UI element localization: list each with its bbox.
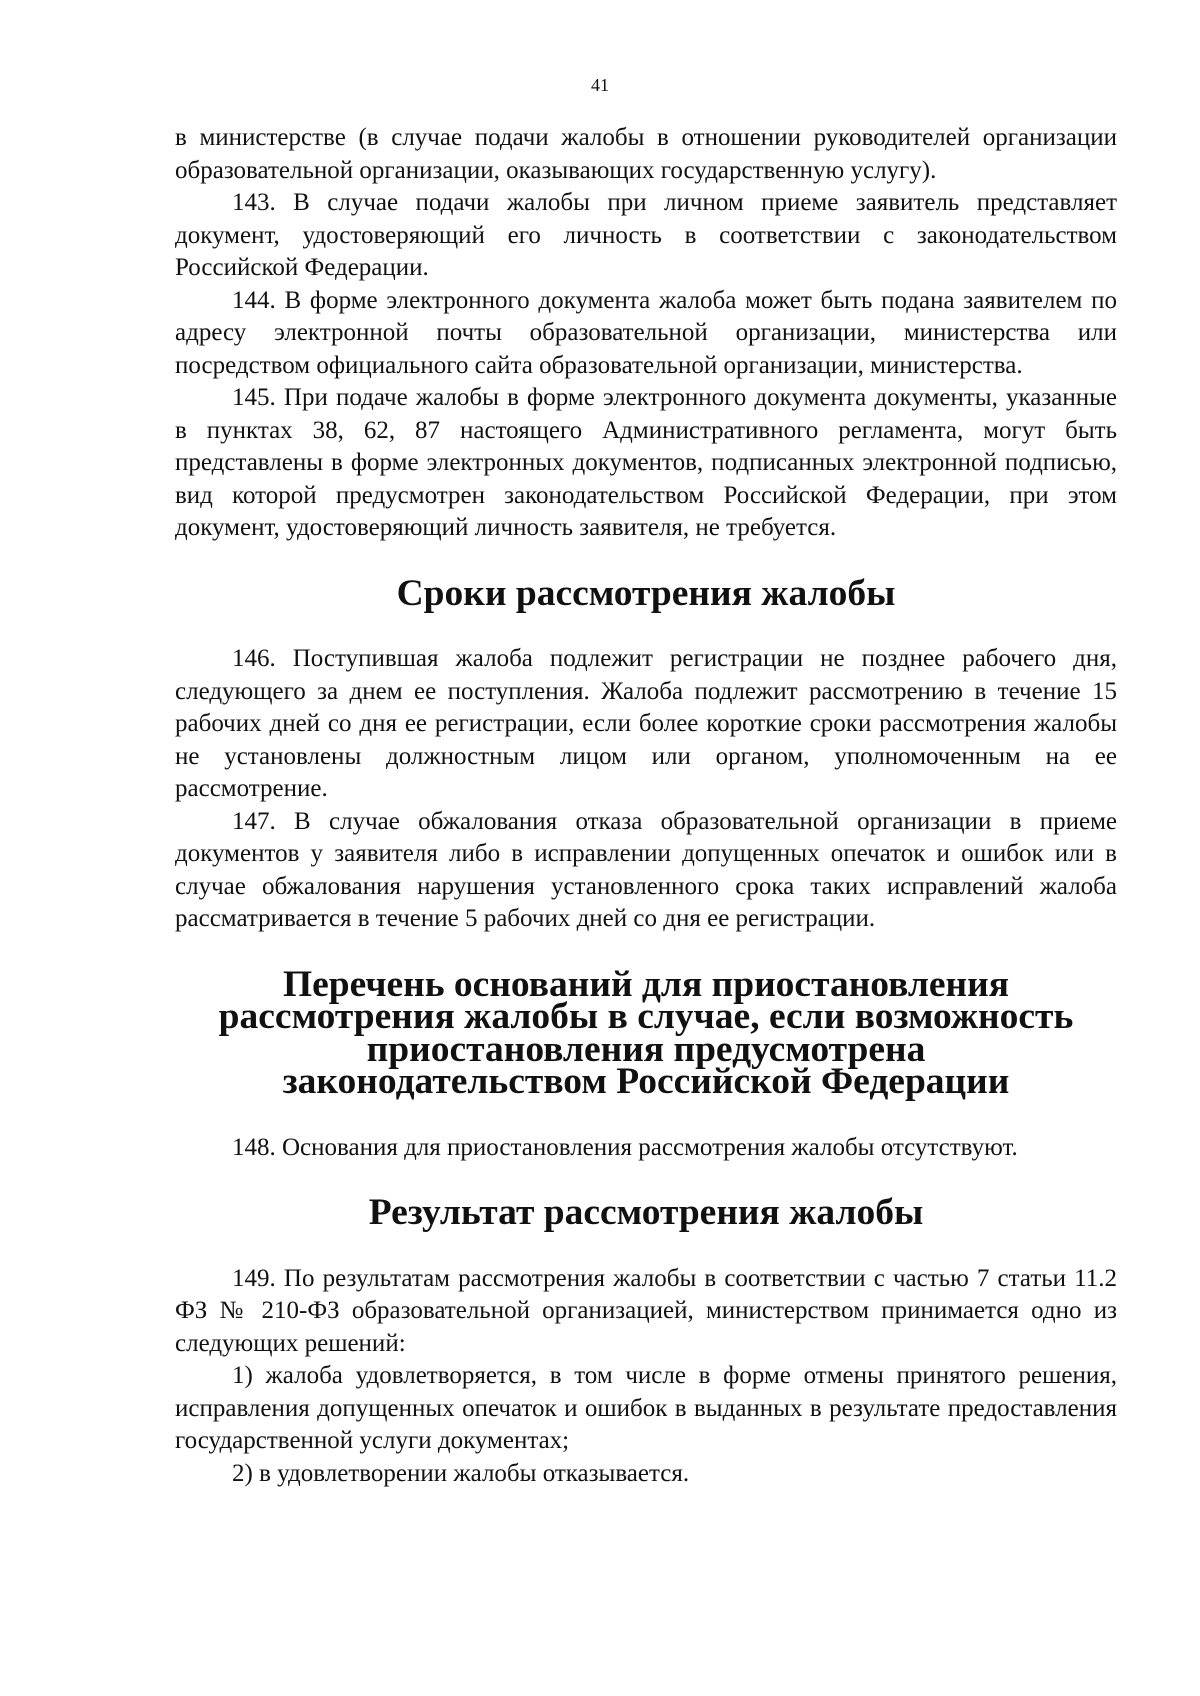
paragraph-144: 144. В форме электронного документа жалоба может быть подана заявителем по адресу электронной почты образовательной организации, министерства или посредством официального сайта образовательной организации, министерства. <box>175 286 1117 379</box>
document-body <box>175 122 1117 1490</box>
paragraph-146: 146. Поступившая жалоба подлежит регистрации не позднее рабочего дня, следующего за днем ее поступления. Жалоба подлежит рассмотрению в течение 15 рабочих дней со дня ее регистрации, если более короткие сроки рассмотрения жалобы не установлены должностным лицом или органом, уполномоченным на ее рассмотрение. <box>175 645 1117 802</box>
paragraph-149: 149. По результатам рассмотрения жалобы в соответствии с частью 7 статьи 11.2 ФЗ № 210-ФЗ образовательной организацией, министерством принимается одно из следующих решений: <box>175 1264 1117 1357</box>
paragraph-continuation: в министерстве (в случае подачи жалобы в отношении руководителей организации образовательной организации, оказывающих государственную услугу). <box>175 124 1117 184</box>
list-item-2: 2) в удовлетворении жалобы отказывается. <box>232 1459 690 1487</box>
section-heading-suspension-grounds: Перечень оснований для приостановления рассмотрения жалобы в случае, если возможность приостановления предусмотрена законодательством Российской Федерации <box>218 963 1074 1102</box>
section-heading-review-terms: Сроки рассмотрения жалобы <box>396 572 896 614</box>
paragraph-143: 143. В случае подачи жалобы при личном приеме заявитель представляет документ, удостоверяющий его личность в соответствии с законодательством Российской Федерации. <box>175 189 1117 281</box>
list-item-1: 1) жалоба удовлетворяется, в том числе в форме отмены принятого решения, исправления допущенных опечаток и ошибок в выданных в результате предоставления государственной услуги документах; <box>175 1362 1117 1454</box>
paragraph-145: 145. При подаче жалобы в форме электронного документа документы, указанные в пунктах 38, 62, 87 настоящего Административного регламента, могут быть представлены в форме электронных документов, подписанных электронной подписью, вид которой предусмотрен законодательством Российской Федерации, при этом документ, удостоверяющий личность заявителя, не требуется. <box>175 384 1117 541</box>
section-heading-review-result: Результат рассмотрения жалобы <box>368 1192 924 1233</box>
paragraph-148: 148. Основания для приостановления рассмотрения жалобы отсутствуют. <box>232 1133 1018 1161</box>
page-number: 41 <box>591 75 609 95</box>
paragraph-147: 147. В случае обжалования отказа образовательной организации в приеме документов у заявителя либо в исправлении допущенных опечаток и ошибок или в случае обжалования нарушения установленного срока таких исправлений жалоба рассматривается в течение 5 рабочих дней со дня ее регистрации. <box>175 807 1117 932</box>
